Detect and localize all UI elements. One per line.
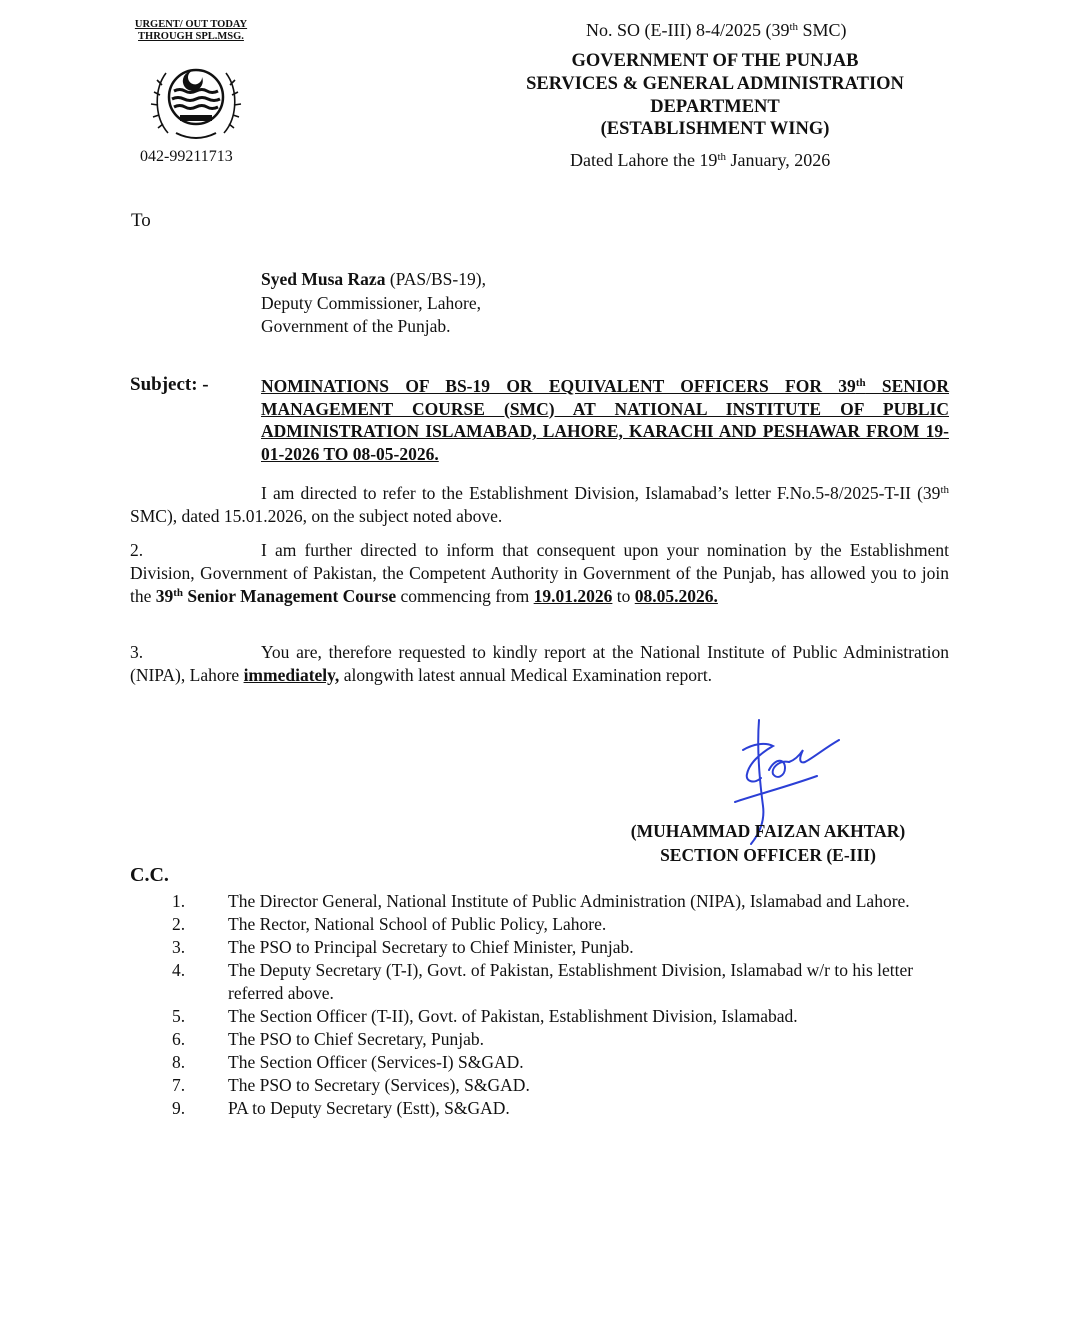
phone-number: 042-99211713: [140, 148, 233, 165]
letter-number: [586, 20, 847, 41]
subject-part1: NOMINATIONS OF BS-19 OR EQUIVALENT OFFICERS FOR 39: [261, 376, 856, 396]
para1-tail: SMC), dated 15.01.2026, on the subject noted above.: [130, 506, 503, 526]
cc-item-text: The Section Officer (T-II), Govt. of Pakistan, Establishment Division, Islamabad.: [228, 1006, 798, 1026]
paragraph-1: [130, 482, 949, 528]
cc-item-number: 9.: [172, 1098, 186, 1118]
cc-item-text: The PSO to Secretary (Services), S&GAD.: [228, 1075, 530, 1095]
addressee-name: Syed Musa Raza: [261, 269, 386, 289]
urgent-note-line2: THROUGH SPL.MSG.: [138, 31, 244, 42]
header-line-3: DEPARTMENT: [650, 97, 780, 117]
addressee-line-2: Deputy Commissioner, Lahore,: [261, 292, 481, 313]
para3-number: 3.: [130, 642, 144, 662]
para2-end-date: 08.05.2026.: [634, 586, 718, 606]
cc-list-item: [160, 959, 950, 1005]
cc-item-number: 8.: [172, 1052, 186, 1072]
subject-sup: th: [855, 377, 866, 389]
cc-list-item: [160, 936, 950, 959]
cc-list-item: [160, 890, 950, 913]
cc-list-item: [160, 1005, 950, 1028]
para2-course-name: Senior Management Course: [183, 586, 397, 606]
cc-item-number: 1.: [172, 891, 186, 911]
para3-text1: You are, therefore requested to kindly report at the National Institute of Public Administration (NIPA), Lahore: [130, 642, 949, 685]
dated-prefix: Dated Lahore the 19: [570, 150, 718, 170]
cc-list-item: [160, 1074, 950, 1097]
cc-item-number: 6.: [172, 1029, 186, 1049]
to-label: To: [131, 210, 151, 231]
para3-text2: alongwith latest annual Medical Examination report.: [339, 665, 713, 685]
cc-list-item: [160, 1097, 950, 1120]
cc-item-text: The Deputy Secretary (T-I), Govt. of Pakistan, Establishment Division, Islamabad w/r to his letter referred above.: [228, 960, 914, 1003]
cc-item-number: 4.: [172, 960, 186, 980]
letter-number-suffix: SMC): [798, 20, 847, 40]
para2-course-number: 39: [155, 586, 174, 606]
paragraph-3: [130, 641, 949, 687]
cc-item-text: The Section Officer (Services-I) S&GAD.: [228, 1052, 524, 1072]
para2-text2: commencing from: [396, 586, 534, 606]
dated-suffix: January, 2026: [726, 150, 831, 170]
urgent-note-line1: URGENT/ OUT TODAY: [134, 19, 248, 30]
dated-line: [570, 150, 830, 171]
cc-list-item: [160, 913, 950, 936]
urgent-note: [130, 19, 252, 43]
subject-label: Subject: -: [130, 374, 209, 395]
letter-number-sup: th: [789, 21, 799, 33]
header-line-1: GOVERNMENT OF THE PUNJAB: [571, 51, 859, 71]
addressee-line-1: [261, 268, 486, 292]
header-line-4: (ESTABLISHMENT WING): [600, 119, 830, 139]
letter-number-prefix: No. SO (E-III) 8-4/2025 (39: [586, 20, 790, 40]
para2-sup: th: [173, 587, 184, 599]
cc-item-text: The PSO to Chief Secretary, Punjab.: [228, 1029, 484, 1049]
cc-item-text: The Rector, National School of Public Policy, Lahore.: [228, 914, 607, 934]
cc-list-item: [160, 1028, 950, 1051]
subject-text: [261, 375, 949, 465]
cc-list-item: [160, 1051, 950, 1074]
addressee-grade: (PAS/BS-19),: [385, 269, 486, 289]
para2-text3: to: [612, 586, 635, 606]
para1-lead: I am directed to refer to the Establishment Division, Islamabad’s letter F.No.5-8/2025-T-II (39: [261, 483, 941, 503]
para2-text1: I am further directed to inform that consequent upon your nomination by the Establishment Division, Government of Pakistan, the Competent Authority in Government of the Punjab, has allowed you to join the: [130, 540, 949, 606]
cc-item-number: 2.: [172, 914, 186, 934]
cc-item-text: PA to Deputy Secretary (Estt), S&GAD.: [228, 1098, 510, 1118]
dated-sup: th: [717, 151, 726, 163]
signatory-name: (MUHAMMAD FAIZAN AKHTAR): [630, 821, 906, 841]
para1-sup: th: [940, 484, 949, 496]
subject-part2: SENIOR MANAGEMENT COURSE (SMC) AT NATIONAL INSTITUTE OF PUBLIC ADMINISTRATION ISLAMABAD, LAHORE, KARACHI AND PESHAWAR FROM 19-01-2026 TO 08-05-2026.: [261, 376, 950, 464]
cc-label: C.C.: [130, 864, 169, 886]
addressee-block: [261, 268, 486, 339]
header-line-2: SERVICES & GENERAL ADMINISTRATION: [526, 74, 904, 94]
cc-item-text: The Director General, National Institute of Public Administration (NIPA), Islamabad and Lahore.: [228, 891, 910, 911]
para3-emphasis: immediately,: [243, 665, 340, 685]
signatory-block: [606, 819, 930, 867]
cc-item-number: 5.: [172, 1006, 186, 1026]
cc-item-text: The PSO to Principal Secretary to Chief Minister, Punjab.: [228, 937, 634, 957]
signatory-designation: SECTION OFFICER (E-III): [660, 845, 876, 865]
addressee-line-3: Government of the Punjab.: [261, 316, 451, 336]
para2-number: 2.: [130, 540, 144, 560]
cc-item-number: 7.: [172, 1075, 186, 1095]
paragraph-2: [130, 539, 949, 608]
para2-start-date: 19.01.2026: [533, 586, 613, 606]
cc-item-number: 3.: [172, 937, 186, 957]
cc-list: [160, 890, 950, 1120]
punjab-emblem-logo: [146, 55, 246, 145]
